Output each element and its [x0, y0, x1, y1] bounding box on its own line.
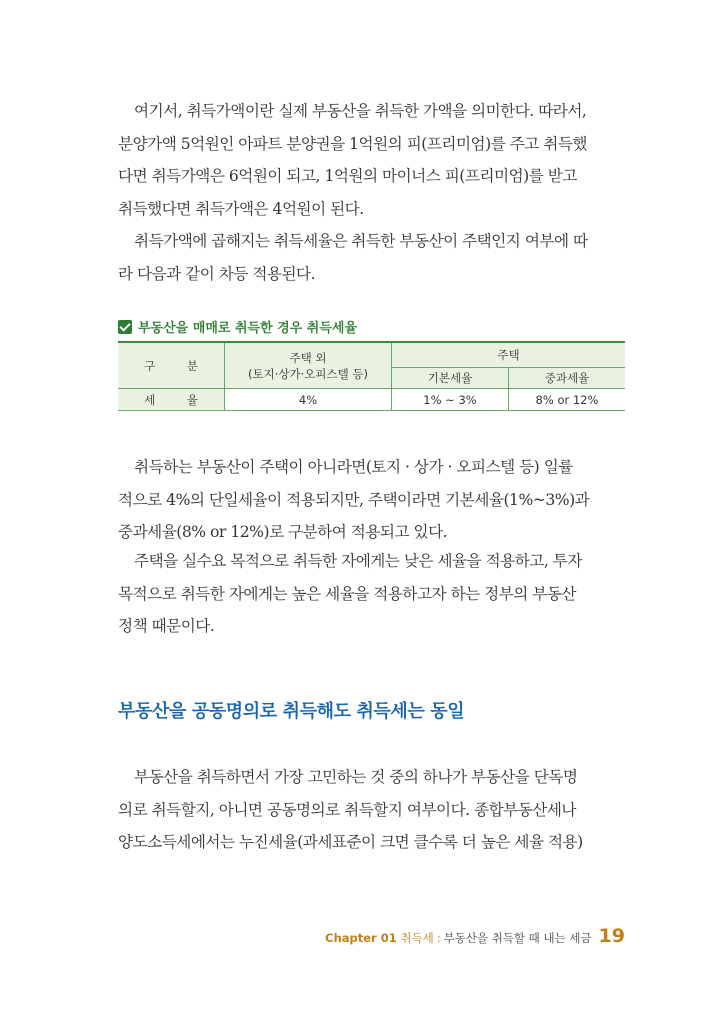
table-header-row: [118, 342, 625, 368]
header-basic-rate: 기본세율: [392, 368, 509, 389]
header-heavy-rate: 중과세율: [509, 368, 626, 389]
cell-basic-rate: 1% ~ 3%: [392, 389, 509, 411]
page-number: 19: [598, 925, 625, 947]
section-heading: 부동산을 공동명의로 취득해도 취득세는 동일: [118, 701, 465, 722]
header-non-housing-line2: (토지·상가·오피스텔 등): [248, 366, 368, 381]
paragraph-joint-ownership: [118, 761, 625, 859]
text-line: 분양가액 5억원인 아파트 분양권을 1억원의 피(프리미엄)를 주고 취득했: [118, 134, 587, 153]
footer-chapter: Chapter 01: [325, 931, 397, 945]
table-title: [118, 317, 357, 336]
cell-heavy-rate: 8% or 12%: [509, 389, 626, 411]
footer-section: 취득세: [400, 931, 434, 945]
text-line: 목적으로 취득한 자에게는 높은 세율을 적용하고자 하는 정부의 부동산: [118, 584, 576, 603]
text-line: 적으로 4%의 단일세율이 적용되지만, 주택이라면 기본세율(1%~3%)과: [118, 490, 590, 509]
header-category: 구 분: [118, 342, 225, 389]
header-non-housing-line1: 주택 외: [289, 350, 327, 365]
tax-rate-table: [118, 341, 625, 411]
cell-non-housing-rate: 4%: [225, 389, 392, 411]
header-non-housing: [225, 342, 392, 389]
row-label: 세 율: [118, 389, 225, 411]
paragraph-tax-rate-intro: [118, 225, 625, 290]
text-line: 다면 취득가액은 6억원이 되고, 1억원의 마이너스 피(프리미엄)를 받고: [118, 167, 577, 185]
paragraph-policy-reason: [118, 545, 625, 643]
page-footer: [325, 925, 625, 947]
footer-subtitle: 부동산을 취득할 때 내는 세금: [443, 931, 592, 945]
table-row: [118, 389, 625, 411]
paragraph-flat-rate: [118, 451, 625, 549]
text-line: 여기서, 취득가액이란 실제 부동산을 취득한 가액을 의미한다. 따라서,: [134, 102, 587, 120]
text-line: 부동산을 취득하면서 가장 고민하는 것 중의 하나가 부동산을 단독명: [134, 768, 578, 786]
text-line: 의로 취득할지, 아니면 공동명의로 취득할지 여부이다. 종합부동산세나: [118, 800, 576, 819]
header-housing: 주택: [392, 342, 626, 368]
check-icon: [118, 320, 132, 334]
text-line: 라 다음과 같이 차등 적용된다.: [118, 264, 316, 283]
text-line: 중과세율(8% or 12%)로 구분하여 적용되고 있다.: [118, 523, 448, 541]
footer-separator: :: [436, 931, 441, 945]
text-line: 주택을 실수요 목적으로 취득한 자에게는 낮은 세율을 적용하고, 투자: [134, 552, 582, 570]
text-line: 취득했다면 취득가액은 4억원이 된다.: [118, 199, 364, 218]
table-title-text: 부동산을 매매로 취득한 경우 취득세율: [138, 321, 358, 336]
text-line: 양도소득세에서는 누진세율(과세표준이 크면 클수록 더 높은 세율 적용): [118, 833, 583, 851]
paragraph-acquisition-price: [118, 95, 625, 225]
text-line: 정책 때문이다.: [118, 617, 215, 635]
text-line: 취득가액에 곱해지는 취득세율은 취득한 부동산이 주택인지 여부에 따: [134, 232, 588, 250]
text-line: 취득하는 부동산이 주택이 아니라면(토지 · 상가 · 오피스텔 등) 일률: [134, 458, 573, 476]
